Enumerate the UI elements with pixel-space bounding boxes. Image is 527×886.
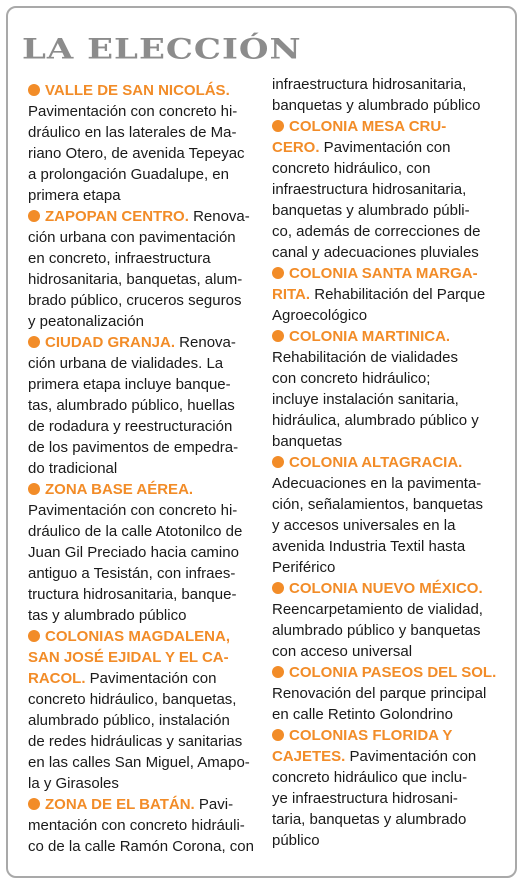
bullet-icon xyxy=(272,729,284,741)
project-name: CERO. xyxy=(272,139,320,156)
bullet-icon xyxy=(28,210,40,222)
project-description: alumbrado público, instalación xyxy=(28,712,230,729)
project-description: de los pavimentos de empedra- xyxy=(28,439,239,456)
project-description: ción urbana de vialidades. La xyxy=(28,355,224,372)
project-entry xyxy=(272,263,500,326)
project-description: y peatonalización xyxy=(28,313,144,330)
project-description: riano Otero, de avenida Tepeyac xyxy=(28,145,245,162)
project-name: COLONIA MARTINICA. xyxy=(289,328,451,345)
entry-line xyxy=(28,206,260,227)
entry-line xyxy=(28,668,260,689)
project-description: y accesos universales en la xyxy=(272,517,456,534)
project-description: de rodadura y reestructuración xyxy=(28,418,233,435)
project-entry xyxy=(272,662,500,725)
project-description: ción, señalamientos, banquetas xyxy=(272,496,483,513)
project-name: ZAPOPAN CENTRO. xyxy=(45,208,189,225)
project-description: en concreto, infraestructura xyxy=(28,250,211,267)
project-description: dráulico en las laterales de Ma- xyxy=(28,124,237,141)
project-description: primera etapa xyxy=(28,187,121,204)
left-column xyxy=(28,80,260,857)
entry-line xyxy=(272,662,500,683)
project-description: en calle Retinto Golondrino xyxy=(272,706,453,723)
bullet-icon xyxy=(272,456,284,468)
project-description: Agroecológico xyxy=(272,307,368,324)
bullet-icon xyxy=(272,582,284,594)
project-description: a prolongación Guadalupe, en xyxy=(28,166,229,183)
project-description: Pavimentación con xyxy=(319,139,451,156)
project-entry xyxy=(28,206,260,332)
project-description: concreto hidráulico, con xyxy=(272,160,431,177)
project-name: COLONIA PASEOS DEL SOL. xyxy=(289,664,497,681)
entry-line xyxy=(272,137,500,158)
project-entry xyxy=(28,794,260,857)
project-name: ZONA DE EL BATÁN. xyxy=(45,796,195,813)
entry-line xyxy=(272,326,500,347)
project-entry xyxy=(272,326,500,452)
project-description: Juan Gil Preciado hacia camino xyxy=(28,544,239,561)
project-description: mentación con concreto hidráuli- xyxy=(28,817,245,834)
project-entry xyxy=(272,116,500,263)
project-description: Pavimentación con xyxy=(85,670,217,687)
project-description: concreto hidráulico que inclu- xyxy=(272,769,468,786)
project-description: incluye instalación sanitaria, xyxy=(272,391,459,408)
infobox-title: LA ELECCIÓN xyxy=(22,33,302,66)
entry-line xyxy=(272,746,500,767)
project-description: avenida Industria Textil hasta xyxy=(272,538,466,555)
project-description: hidráulica, alumbrado público y xyxy=(272,412,479,429)
bullet-icon xyxy=(28,798,40,810)
project-description: con acceso universal xyxy=(272,643,413,660)
project-description: ye infraestructura hidrosani- xyxy=(272,790,458,807)
project-name: RACOL. xyxy=(28,670,86,687)
bullet-icon xyxy=(28,630,40,642)
project-name: COLONIA MESA CRU- xyxy=(289,118,447,135)
entry-line xyxy=(272,284,500,305)
project-name: VALLE DE SAN NICOLÁS. xyxy=(45,82,230,99)
bullet-icon xyxy=(272,666,284,678)
project-entry xyxy=(28,626,260,794)
entry-line xyxy=(272,452,500,473)
bullet-icon xyxy=(28,483,40,495)
project-description: Reencarpetamiento de vialidad, xyxy=(272,601,483,618)
project-description: en las calles San Miguel, Amapo- xyxy=(28,754,250,771)
project-description: do tradicional xyxy=(28,460,118,477)
project-entry xyxy=(28,80,260,206)
project-name: COLONIA NUEVO MÉXICO. xyxy=(289,580,483,597)
project-description: ción urbana con pavimentación xyxy=(28,229,236,246)
project-name: COLONIAS FLORIDA Y xyxy=(289,727,453,744)
project-entry xyxy=(28,479,260,626)
project-description: banquetas y alumbrado públi- xyxy=(272,202,470,219)
project-entry xyxy=(272,452,500,578)
project-description: infraestructura hidrosanitaria, xyxy=(272,181,467,198)
project-name: CAJETES. xyxy=(272,748,346,765)
bullet-icon xyxy=(272,267,284,279)
entry-line xyxy=(28,479,260,500)
project-description: banquetas xyxy=(272,433,343,450)
project-description: dráulico de la calle Atotonilco de xyxy=(28,523,243,540)
continued-description: banquetas y alumbrado público xyxy=(272,97,481,114)
project-entry xyxy=(272,725,500,851)
project-description: antiguo a Tesistán, con infraes- xyxy=(28,565,236,582)
project-description: Pavimentación con concreto hi- xyxy=(28,502,238,519)
project-description: Pavimentación con concreto hi- xyxy=(28,103,238,120)
project-entry xyxy=(272,578,500,662)
project-name: COLONIAS MAGDALENA, xyxy=(45,628,230,645)
project-description: Adecuaciones en la pavimenta- xyxy=(272,475,482,492)
project-description: Rehabilitación de vialidades xyxy=(272,349,458,366)
project-entry xyxy=(28,332,260,479)
project-description: con concreto hidráulico; xyxy=(272,370,431,387)
project-description: canal y adecuaciones pluviales xyxy=(272,244,479,261)
project-description: Pavimentación con xyxy=(345,748,477,765)
project-description: Pavi- xyxy=(194,796,234,813)
entry-line xyxy=(28,626,260,647)
continued-description: infraestructura hidrosanitaria, xyxy=(272,76,467,93)
project-description: alumbrado público y banquetas xyxy=(272,622,481,639)
right-column xyxy=(272,74,500,851)
entry-line xyxy=(272,116,500,137)
project-description: tas, alumbrado público, huellas xyxy=(28,397,235,414)
entry-line xyxy=(28,794,260,815)
entry-line xyxy=(272,578,500,599)
project-name: ZONA BASE AÉREA. xyxy=(45,481,194,498)
project-description: taria, banquetas y alumbrado xyxy=(272,811,467,828)
project-description: co, además de correcciones de xyxy=(272,223,481,240)
project-description: de redes hidráulicas y sanitarias xyxy=(28,733,243,750)
project-description: hidrosanitaria, banquetas, alum- xyxy=(28,271,243,288)
project-name: COLONIA ALTAGRACIA. xyxy=(289,454,463,471)
project-description: tas y alumbrado público xyxy=(28,607,187,624)
project-description: co de la calle Ramón Corona, con xyxy=(28,838,254,855)
entry-line xyxy=(272,263,500,284)
project-name: RITA. xyxy=(272,286,311,303)
project-description: público xyxy=(272,832,320,849)
entry-line xyxy=(28,80,260,101)
project-description: la y Girasoles xyxy=(28,775,119,792)
entry-line xyxy=(272,725,500,746)
project-name: COLONIA SANTA MARGA- xyxy=(289,265,478,282)
project-description: concreto hidráulico, banquetas, xyxy=(28,691,237,708)
entry-line xyxy=(28,647,260,668)
project-description: Periférico xyxy=(272,559,336,576)
project-description: Renova- xyxy=(175,334,236,351)
project-name: SAN JOSÉ EJIDAL Y EL CA- xyxy=(28,649,229,666)
project-name: CIUDAD GRANJA. xyxy=(45,334,176,351)
project-description: Renova- xyxy=(188,208,250,225)
bullet-icon xyxy=(28,336,40,348)
entry-line xyxy=(28,332,260,353)
project-description: brado público, cruceros seguros xyxy=(28,292,242,309)
project-description: primera etapa incluye banque- xyxy=(28,376,231,393)
bullet-icon xyxy=(28,84,40,96)
bullet-icon xyxy=(272,120,284,132)
project-description: Rehabilitación del Parque xyxy=(310,286,486,303)
bullet-icon xyxy=(272,330,284,342)
project-description: Renovación del parque principal xyxy=(272,685,487,702)
project-description: tructura hidrosanitaria, banque- xyxy=(28,586,237,603)
